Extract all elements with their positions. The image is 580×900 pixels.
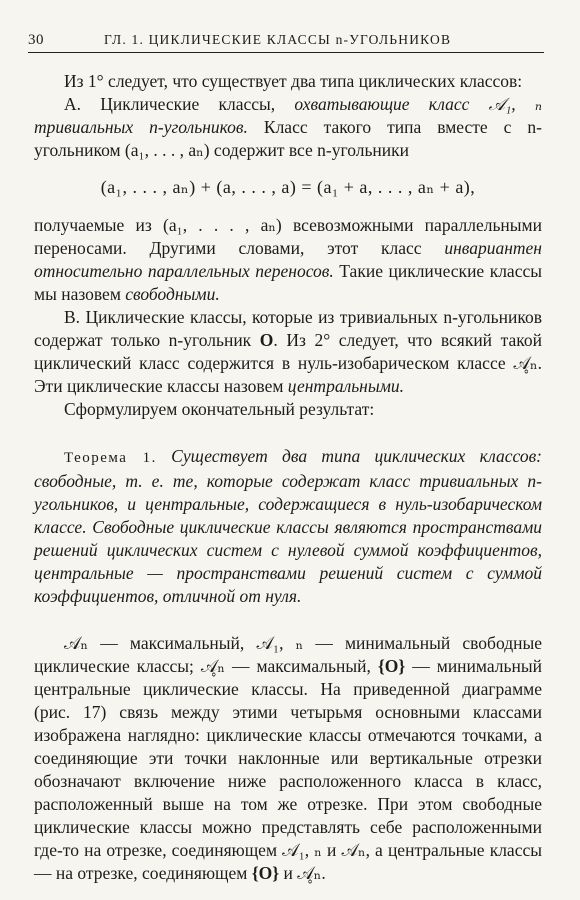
paragraph-classes-summary bbox=[34, 632, 542, 885]
case-a-lead: А. Циклические классы, bbox=[64, 94, 295, 114]
summary-3: и 𝒜̥ₙ. bbox=[279, 863, 326, 883]
paragraph-case-b bbox=[34, 306, 542, 398]
summary-2: — минимальный центральные циклические классы. На приведенной диаграмме (рис. 17) связь между этими четырьмя основными классами изображена наглядно: циклические классы отмечаются точками, а соединяющие эти точки наклонные или вертикальные отрезки обозначают включение ниже расположенного класса в класс, расположенный выше на том же отрезке. При этом свободные циклические классы можно представлять себе расположенными где-то на отрезке, соединяющем 𝒜₁, ₙ и 𝒜ₙ, а центральные классы — на отрезке, соединяющем bbox=[34, 656, 542, 883]
case-b-1: В. Циклические классы, которые из тривиальных n-угольников содержат только n-угольник bbox=[34, 307, 542, 350]
case-a-cont-3: Такие циклические классы мы назовем bbox=[34, 261, 542, 304]
zero-class-symbol-2: {O} bbox=[251, 863, 280, 883]
summary-1: 𝒜ₙ — максимальный, 𝒜₁, ₙ — минимальный свободные циклические классы; 𝒜̥ₙ — максимальный, bbox=[34, 633, 542, 676]
case-a-italic: охватывающие класс 𝒜₁, ₙ тривиальных n-угольников. bbox=[34, 94, 542, 137]
theorem-1 bbox=[34, 445, 542, 608]
paragraph-case-a-cont bbox=[34, 214, 542, 306]
case-a-cont-1: получаемые из (a₁, . . . , aₙ) всевозможными параллельными переносами. Другими словами, этот класс bbox=[34, 215, 542, 258]
paragraph-formulate: Сформулируем окончательный результат: bbox=[64, 399, 375, 419]
case-b-italic: центральными. bbox=[287, 376, 404, 396]
paragraph-intro: Из 1° следует, что существует два типа циклических классов: bbox=[64, 71, 523, 91]
case-a-cont-italic-2: свободными. bbox=[125, 284, 220, 304]
case-a-rest: Класс такого типа вместе с n-угольником (a₁, . . . , aₙ) содержит все n-угольники bbox=[34, 117, 542, 160]
zero-polygon-symbol: O bbox=[259, 330, 274, 350]
running-title: ГЛ. 1. ЦИКЛИЧЕСКИЕ КЛАССЫ n-УГОЛЬНИКОВ bbox=[104, 32, 452, 47]
page-body bbox=[34, 70, 542, 885]
case-b-2: . Из 2° следует, что всякий такой циклический класс содержится в нуль-изобарическом классе 𝒜̥ₙ. Эти циклические классы назовем bbox=[34, 330, 542, 396]
running-header bbox=[28, 32, 544, 49]
display-formula: (a₁, . . . , aₙ) + (a, . . . , a) = (a₁ + a, . . . , aₙ + a), bbox=[100, 177, 476, 197]
theorem-statement: Существует два типа циклических классов: свободные, т. е. те, которые содержат класс тривиальных n-угольников, и центральные, содержащиеся в нуль-изобарическом классе. Свободные циклические классы являются пространствами решений циклических систем с нулевой суммой коэффициентов, центральные — пространствами решений систем с суммой коэффициентов, отличной от нуля. bbox=[34, 446, 542, 606]
page-number: 30 bbox=[28, 32, 44, 48]
zero-class-symbol: {O} bbox=[377, 656, 406, 676]
paragraph-case-a bbox=[34, 93, 542, 162]
theorem-label: Теорема 1. bbox=[64, 450, 157, 466]
case-a-cont-italic-1: инвариантен относительно параллельных переносов. bbox=[34, 238, 542, 281]
header-rule bbox=[28, 52, 544, 53]
